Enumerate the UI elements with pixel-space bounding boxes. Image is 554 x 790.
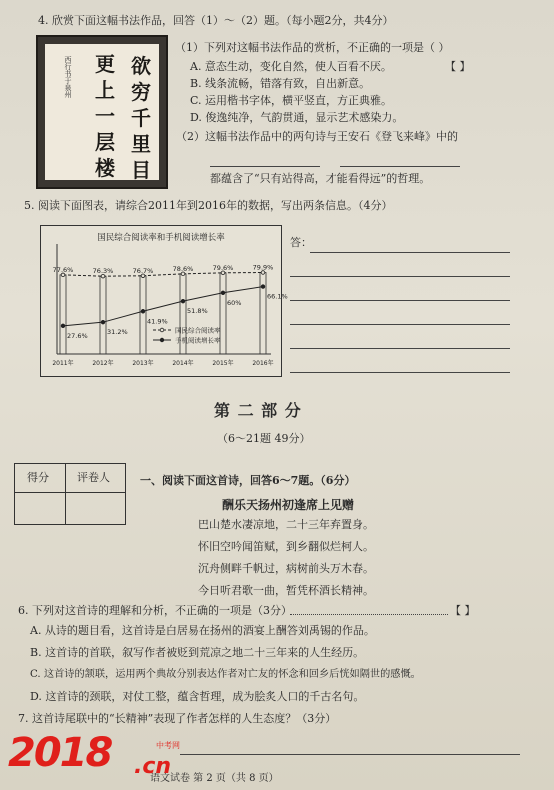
data-label: 66.1% <box>267 292 288 301</box>
calligraphy-char: 里 <box>131 132 151 156</box>
data-label: 76.7% <box>132 266 154 275</box>
chart-svg <box>41 226 288 376</box>
data-label: 79.6% <box>212 263 234 272</box>
q4-sub1: （1）下列对这幅书法作品的赏析，不正确的一项是（ ） <box>175 41 450 54</box>
data-point <box>261 285 265 289</box>
q4-option-c: C. 运用楷书字体，横平竖直，方正典雅。 <box>190 94 393 107</box>
calligraphy-char: 目 <box>131 158 151 182</box>
bar-reading-rate <box>100 276 106 354</box>
legend-marker <box>160 338 164 342</box>
q6-heading: 6. 下列对这首诗的理解和分析，不正确的一项是（3分） <box>18 604 292 617</box>
q7-answer-line[interactable] <box>180 754 520 755</box>
calligraphy-char: 上 <box>95 78 115 102</box>
calligraphy-char: 穷 <box>131 80 151 104</box>
poem-title: 酬乐天扬州初逢席上见赠 <box>222 498 355 512</box>
score-table <box>14 463 126 525</box>
x-tick-label: 2012年 <box>92 360 114 367</box>
q6-option-c: C. 这首诗的颔联，运用两个典故分别表达作者对亡友的怀念和回乡后恍如隔世的感慨。 <box>30 669 421 680</box>
bar-reading-rate <box>140 276 146 354</box>
data-label: 31.2% <box>107 328 128 337</box>
q6-option-d: D. 这首诗的颈联，对仗工整，蕴含哲理，成为脍炙人口的千古名句。 <box>30 690 365 703</box>
q5-answer-line[interactable] <box>290 372 510 373</box>
q6-option-b: B. 这首诗的首联，叙写作者被贬到荒凉之地二十三年来的人生经历。 <box>30 646 365 659</box>
grader-label: 评卷人 <box>77 471 110 484</box>
q4-answer-line[interactable] <box>210 166 320 167</box>
q4-sub2: （2）这幅书法作品中的两句诗与王安石《登飞来峰》中的 <box>176 130 458 143</box>
q5-answer-label: 答： <box>290 236 312 249</box>
site-logo: 2018 <box>8 730 112 776</box>
chart-title: 国民综合阅读率和手机阅读增长率 <box>97 233 225 243</box>
reading-rate-chart <box>40 225 288 377</box>
q7-heading: 7. 这首诗尾联中的“长精神”表现了作者怎样的人生态度？（3分） <box>18 712 337 725</box>
q4-heading: 4. 欣赏下面这幅书法作品，回答（1）～（2）题。（每小题2分，共4分） <box>38 14 394 27</box>
poem-line: 巴山楚水凄凉地，二十三年弃置身。 <box>198 518 374 531</box>
x-tick-label: 2013年 <box>132 360 154 367</box>
legend-marker <box>160 328 164 332</box>
calligraphy-char: 层 <box>95 130 115 154</box>
data-label: 77.6% <box>52 265 74 274</box>
data-label: 76.3% <box>92 267 114 276</box>
q5-answer-line[interactable] <box>310 252 510 253</box>
x-tick-label: 2016年 <box>252 360 274 367</box>
data-point <box>61 324 65 328</box>
q5-answer-line[interactable] <box>290 276 510 277</box>
poem-line: 今日听君歌一曲，暂凭杯酒长精神。 <box>198 584 374 597</box>
poem-line: 怀旧空吟闻笛赋，到乡翻似烂柯人。 <box>198 540 374 553</box>
legend-label: 国民综合阅读率 <box>175 326 221 335</box>
x-tick-label: 2011年 <box>52 360 74 367</box>
legend-label: 手机阅读增长率 <box>175 336 221 345</box>
data-label: 79.9% <box>252 263 274 272</box>
calligraphy-char: 楼 <box>95 156 115 180</box>
q6-dotted-leader <box>290 614 448 615</box>
site-logo-domain: .cn <box>134 754 172 779</box>
calligraphy-char: 欲 <box>131 54 151 78</box>
x-tick-label: 2014年 <box>172 360 194 367</box>
score-label: 得分 <box>27 471 49 484</box>
q4-answer-line[interactable] <box>340 166 460 167</box>
part-subtitle: （6～21题 49分） <box>217 432 311 445</box>
data-point <box>181 299 185 303</box>
page-footer: 语文试卷 第 2 页（共 8 页） <box>150 773 279 784</box>
data-label: 41.9% <box>147 317 168 326</box>
q5-answer-line[interactable] <box>290 324 510 325</box>
q6-option-a: A. 从诗的题目看，这首诗是白居易在扬州的酒宴上酬答刘禹锡的作品。 <box>30 624 375 637</box>
calligraphy-char: 更 <box>95 52 115 76</box>
data-label: 27.6% <box>67 331 88 340</box>
q4-option-b: B. 线条流畅，错落有致，自出新意。 <box>190 77 371 90</box>
data-point <box>221 291 225 295</box>
x-tick-label: 2015年 <box>212 360 234 367</box>
q5-answer-line[interactable] <box>290 348 510 349</box>
poem-line: 沉舟侧畔千帆过，病树前头万木春。 <box>198 562 374 575</box>
bar-reading-rate <box>220 273 226 354</box>
section1-heading: 一、阅读下面这首诗，回答6～7题。（6分） <box>140 474 356 487</box>
q5-heading: 5. 阅读下面图表，请综合2011年到2016年的数据，写出两条信息。（4分） <box>24 199 393 212</box>
part-title: 第 二 部 分 <box>214 401 302 420</box>
data-label: 60% <box>227 298 242 307</box>
calligraphy-artwork <box>36 35 168 189</box>
data-point <box>141 309 145 313</box>
data-label: 51.8% <box>187 307 208 316</box>
q4-option-d: D. 俊逸纯净，气韵贯通，显示艺术感染力。 <box>190 111 404 124</box>
calligraphy-char: 千 <box>131 106 151 130</box>
data-point <box>101 320 105 324</box>
bar-reading-rate <box>60 275 66 354</box>
calligraphy-char: 一 <box>95 104 115 128</box>
calligraphy-inscription: 西行书于泉州 <box>64 56 72 98</box>
q6-answer-bracket[interactable]: 【 】 <box>450 604 476 617</box>
q4-answer-bracket[interactable]: 【 】 <box>445 60 471 73</box>
site-logo-small: 中考网 <box>156 741 180 750</box>
q5-answer-line[interactable] <box>290 300 510 301</box>
data-label: 78.6% <box>172 264 194 273</box>
q4-sub2-tail: 都蕴含了“只有站得高，才能看得远”的哲理。 <box>210 172 431 185</box>
q4-option-a: A. 意态生动，变化自然，使人百看不厌。 <box>190 60 392 73</box>
